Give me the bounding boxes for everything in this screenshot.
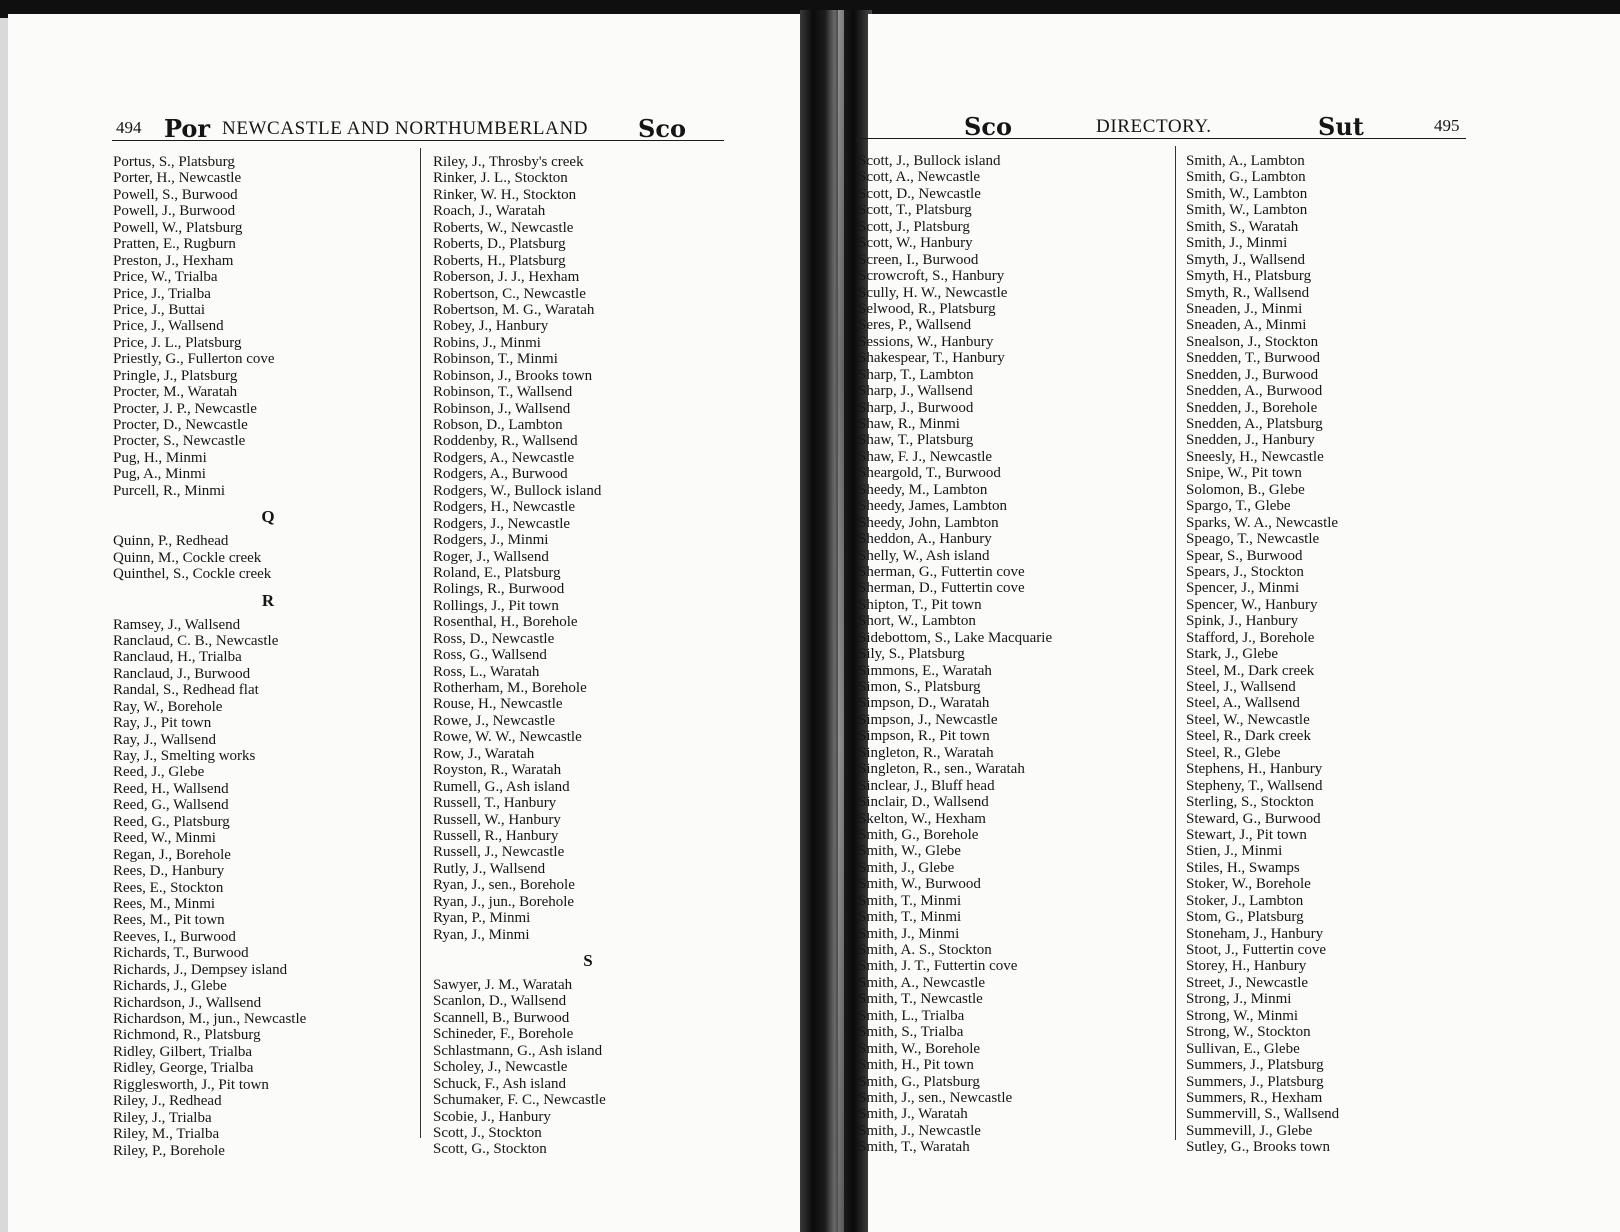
directory-entry: Scott, W., Hanbury xyxy=(858,235,973,252)
directory-entry: Snedden, T., Burwood xyxy=(1186,350,1321,367)
directory-entry: Roberts, H., Platsburg xyxy=(433,252,566,269)
directory-entry: Rutly, J., Wallsend xyxy=(433,860,546,877)
directory-entry: Stoot, J., Futtertin cove xyxy=(1186,942,1326,958)
catchword-left: Sco xyxy=(964,112,1012,141)
directory-entry: Summervill, S., Wallsend xyxy=(1186,1106,1340,1123)
directory-entry: Smith, G., Platsburg xyxy=(858,1073,980,1090)
directory-entry: Sharp, T., Lambton xyxy=(858,366,974,383)
directory-entry: Shaw, T., Platsburg xyxy=(858,432,974,449)
directory-entry: Rees, M., Minmi xyxy=(113,895,216,912)
directory-entry: Smith, W., Borehole xyxy=(858,1040,981,1057)
directory-entry: Ryan, P., Minmi xyxy=(433,910,531,927)
directory-entry: Strong, J., Minmi xyxy=(1186,991,1292,1008)
directory-entry: Robson, D., Lambton xyxy=(433,417,563,433)
directory-entry: Robinson, T., Minmi xyxy=(433,351,558,368)
directory-entry: Scobie, J., Hanbury xyxy=(433,1108,551,1125)
directory-entry: Richardson, J., Wallsend xyxy=(113,994,262,1011)
directory-entry: Riley, J., Redhead xyxy=(113,1093,222,1110)
directory-entry: Preston, J., Hexham xyxy=(113,252,234,269)
directory-entry: Ranclaud, J., Burwood xyxy=(113,665,251,682)
directory-entry: Steward, G., Burwood xyxy=(1186,810,1321,827)
directory-entry: Smith, J., Waratah xyxy=(858,1106,968,1123)
directory-entry: Stepheny, T., Wallsend xyxy=(1186,777,1323,794)
directory-entry: Scott, J., Stockton xyxy=(433,1124,542,1141)
directory-entry: Roach, J., Waratah xyxy=(433,203,546,220)
directory-entry: Rigglesworth, J., Pit town xyxy=(113,1076,269,1093)
directory-entry: Pug, A., Minmi xyxy=(113,466,206,483)
header-rule xyxy=(112,140,724,141)
directory-entry: Smith, T., Waratah xyxy=(858,1139,970,1156)
directory-column-1 xyxy=(113,154,423,1159)
directory-entry: Pug, H., Minmi xyxy=(113,449,207,466)
directory-entry: Quinn, M., Cockle creek xyxy=(113,549,262,566)
directory-entry: Steel, A., Wallsend xyxy=(1186,695,1300,712)
directory-entry: Scannell, B., Burwood xyxy=(433,1009,570,1026)
directory-entry: Sullivan, E., Glebe xyxy=(1186,1040,1300,1057)
directory-entry: Solomon, B., Glebe xyxy=(1186,481,1305,498)
directory-entry: Powell, J., Burwood xyxy=(113,203,236,220)
directory-entry: Steel, R., Dark creek xyxy=(1186,728,1311,745)
directory-entry: Priestly, G., Fullerton cove xyxy=(113,351,275,368)
directory-entry: Scott, J., Bullock island xyxy=(858,153,1001,169)
directory-entry: Rollings, J., Pit town xyxy=(433,597,559,614)
directory-entry: Price, J., Buttai xyxy=(113,301,206,318)
directory-entry: Scott, D., Newcastle xyxy=(858,185,981,202)
directory-entry: Smyth, J., Wallsend xyxy=(1186,251,1305,268)
catchword-left: Por xyxy=(164,114,211,143)
directory-entry: Porter, H., Newcastle xyxy=(113,170,242,187)
directory-entry: Robinson, J., Wallsend xyxy=(433,400,571,417)
directory-entry: Price, J. L., Platsburg xyxy=(113,334,242,351)
directory-entry: Ray, J., Smelting works xyxy=(113,748,256,764)
directory-entry: Reed, G., Wallsend xyxy=(113,797,229,814)
directory-entry: Steel, R., Glebe xyxy=(1186,744,1281,761)
directory-entry: Stom, G., Platsburg xyxy=(1186,909,1304,926)
directory-entry: Procter, S., Newcastle xyxy=(113,433,246,450)
directory-entry: Sawyer, J. M., Waratah xyxy=(433,977,573,993)
directory-entry: Smith, T., Minmi xyxy=(858,892,962,909)
directory-entry: Robertson, M. G., Waratah xyxy=(433,301,595,318)
directory-entry: Roddenby, R., Wallsend xyxy=(433,433,578,450)
directory-entry: Simpson, R., Pit town xyxy=(858,728,990,745)
directory-entry: Smith, S., Waratah xyxy=(1186,218,1299,235)
section-letter-r: R xyxy=(261,590,275,610)
directory-entry: Scott, T., Platsburg xyxy=(858,202,972,219)
directory-entry: Stark, J., Glebe xyxy=(1186,646,1279,663)
directory-entry: Sutley, G., Brooks town xyxy=(1186,1139,1331,1156)
directory-entry: Steel, M., Dark creek xyxy=(1186,662,1315,679)
directory-entry: Snedden, J., Borehole xyxy=(1186,399,1318,416)
directory-column-2 xyxy=(1186,153,1496,1156)
directory-entry: Sidebottom, S., Lake Macquarie xyxy=(858,629,1053,646)
directory-entry: Roberts, D., Platsburg xyxy=(433,236,566,253)
directory-entry: Scrowcroft, S., Hanbury xyxy=(858,268,1005,285)
directory-entry: Summers, J., Platsburg xyxy=(1186,1073,1324,1090)
directory-entry: Smyth, H., Platsburg xyxy=(1186,268,1312,285)
directory-entry: Rodgers, A., Burwood xyxy=(433,466,568,483)
directory-entry: Smith, A., Newcastle xyxy=(858,974,986,991)
directory-entry: Simmons, E., Waratah xyxy=(858,662,992,679)
directory-entry: Robins, J., Minmi xyxy=(433,334,541,351)
directory-entry: Russell, T., Hanbury xyxy=(433,795,557,812)
directory-entry: Roger, J., Wallsend xyxy=(433,548,549,565)
directory-entry: Sinclair, D., Wallsend xyxy=(858,794,989,811)
directory-entry: Quinthel, S., Cockle creek xyxy=(113,566,272,583)
directory-entry: Rodgers, A., Newcastle xyxy=(433,449,575,466)
directory-entry: Smith, W., Lambton xyxy=(1186,185,1308,202)
directory-entry: Ranclaud, C. B., Newcastle xyxy=(113,632,279,649)
directory-entry: Rouse, H., Newcastle xyxy=(433,696,563,713)
directory-entry: Shipton, T., Pit town xyxy=(858,596,982,613)
directory-entry: Rinker, J. L., Stockton xyxy=(433,170,568,187)
directory-entry: Procter, D., Newcastle xyxy=(113,417,248,433)
directory-entry: Riley, M., Trialba xyxy=(113,1126,220,1143)
directory-entry: Ridley, George, Trialba xyxy=(113,1060,254,1077)
directory-entry: Smith, W., Burwood xyxy=(858,876,981,893)
directory-entry: Procter, M., Waratah xyxy=(113,384,238,401)
directory-entry: Snedden, A., Burwood xyxy=(1186,383,1323,400)
directory-entry: Ross, G., Wallsend xyxy=(433,647,547,664)
directory-entry: Stoker, J., Lambton xyxy=(1186,892,1304,909)
directory-entry: Short, W., Lambton xyxy=(858,613,976,630)
directory-entry: Snipe, W., Pit town xyxy=(1186,465,1302,482)
directory-entry: Rees, M., Pit town xyxy=(113,912,225,929)
directory-entry: Sharp, J., Wallsend xyxy=(858,383,973,400)
directory-entry: Robey, J., Hanbury xyxy=(433,318,549,335)
directory-entry: Scholey, J., Newcastle xyxy=(433,1059,568,1076)
directory-entry: Rodgers, W., Bullock island xyxy=(433,482,602,499)
directory-entry: Simpson, D., Waratah xyxy=(858,695,990,712)
directory-entry: Pratten, E., Rugburn xyxy=(113,236,236,253)
directory-entry: Selwood, R., Platsburg xyxy=(858,300,996,317)
directory-entry: Stephens, H., Hanbury xyxy=(1186,761,1323,778)
directory-entry: Richards, J., Dempsey island xyxy=(113,961,288,978)
directory-entry: Ridley, Gilbert, Trialba xyxy=(113,1043,253,1060)
directory-entry: Ray, J., Wallsend xyxy=(113,731,216,748)
running-title: NEWCASTLE AND NORTHUMBERLAND xyxy=(222,118,589,139)
directory-entry: Reed, J., Glebe xyxy=(113,764,205,781)
directory-entry: Stoneham, J., Hanbury xyxy=(1186,925,1324,942)
header-rule xyxy=(856,138,1466,139)
directory-entry: Smith, J., Newcastle xyxy=(858,1122,981,1139)
directory-entry: Roland, E., Platsburg xyxy=(433,564,561,581)
directory-entry: Scully, H. W., Newcastle xyxy=(858,284,1008,301)
directory-entry: Ramsey, J., Wallsend xyxy=(113,616,241,633)
directory-entry: Reed, W., Minmi xyxy=(113,830,216,847)
directory-entry: Strong, W., Stockton xyxy=(1186,1024,1311,1041)
directory-entry: Russell, W., Hanbury xyxy=(433,811,561,828)
directory-entry: Singleton, R., sen., Waratah xyxy=(858,761,1025,778)
directory-entry: Smith, J., Minmi xyxy=(858,925,960,942)
directory-entry: Snedden, J., Hanbury xyxy=(1186,432,1315,449)
directory-entry: Rosenthal, H., Borehole xyxy=(433,614,578,631)
directory-entry: Spears, J., Stockton xyxy=(1186,563,1304,580)
directory-entry: Russell, R., Hanbury xyxy=(433,827,559,844)
directory-entry: Roberts, W., Newcastle xyxy=(433,219,574,236)
directory-entry: Rees, E., Stockton xyxy=(113,879,224,896)
directory-entry: Smith, S., Trialba xyxy=(858,1024,964,1041)
directory-entry: Summers, R., Hexham xyxy=(1186,1089,1323,1106)
page-number: 494 xyxy=(116,118,142,137)
directory-entry: Sheargold, T., Burwood xyxy=(858,465,1001,482)
directory-entry: Spink, J., Hanbury xyxy=(1186,613,1299,630)
directory-entry: Smith, A. S., Stockton xyxy=(858,942,992,958)
directory-entry: Russell, J., Newcastle xyxy=(433,844,565,861)
directory-entry: Snealson, J., Stockton xyxy=(1186,333,1319,350)
directory-entry: Sheddon, A., Hanbury xyxy=(858,531,992,548)
directory-entry: Richards, J., Glebe xyxy=(113,978,227,995)
directory-entry: Sharp, J., Burwood xyxy=(858,399,974,416)
directory-entry: Purcell, R., Minmi xyxy=(113,482,226,499)
directory-entry: Randal, S., Redhead flat xyxy=(113,682,259,699)
directory-entry: Rodgers, H., Newcastle xyxy=(433,499,576,516)
directory-entry: Stafford, J., Borehole xyxy=(1186,629,1315,646)
directory-entry: Robinson, J., Brooks town xyxy=(433,367,593,384)
directory-entry: Singleton, R., Waratah xyxy=(858,744,994,761)
directory-entry: Storey, H., Hanbury xyxy=(1186,958,1307,975)
directory-entry: Smyth, R., Wallsend xyxy=(1186,284,1310,301)
directory-entry: Smith, G., Lambton xyxy=(1186,169,1306,186)
directory-entry: Speago, T., Newcastle xyxy=(1186,531,1320,548)
directory-entry: Smith, T., Minmi xyxy=(858,909,962,926)
directory-entry: Spear, S., Burwood xyxy=(1186,547,1303,564)
directory-entry: Riley, J., Trialba xyxy=(113,1109,212,1126)
directory-entry: Scanlon, D., Wallsend xyxy=(433,993,567,1010)
directory-entry: Schuck, F., Ash island xyxy=(433,1075,566,1092)
directory-entry: Pringle, J., Platsburg xyxy=(113,367,238,384)
directory-entry: Sneaden, A., Minmi xyxy=(1186,317,1307,334)
directory-entry: Stewart, J., Pit town xyxy=(1186,826,1307,843)
directory-entry: Smith, T., Newcastle xyxy=(858,991,983,1008)
catchword-right: Sut xyxy=(1318,112,1364,141)
directory-entry: Smith, J., Minmi xyxy=(1186,235,1288,252)
directory-entry: Snedden, A., Platsburg xyxy=(1186,416,1323,432)
right-page xyxy=(858,14,1620,1232)
directory-entry: Roberson, J. J., Hexham xyxy=(433,269,580,286)
directory-entry: Spencer, J., Minmi xyxy=(1186,580,1300,597)
directory-entry: Sneaden, J., Minmi xyxy=(1186,300,1303,317)
directory-entry: Rolings, R., Burwood xyxy=(433,581,565,598)
directory-entry: Shelly, W., Ash island xyxy=(858,547,990,564)
directory-entry: Procter, J. P., Newcastle xyxy=(113,400,257,417)
section-letter-s: S xyxy=(583,951,593,970)
directory-entry: Smith, W., Lambton xyxy=(1186,202,1308,219)
directory-entry: Rinker, W. H., Stockton xyxy=(433,186,577,203)
column-divider xyxy=(420,148,421,1138)
directory-entry: Sinclear, J., Bluff head xyxy=(858,777,995,794)
directory-entry: Simpson, J., Newcastle xyxy=(858,711,998,728)
left-page xyxy=(8,14,808,1232)
directory-entry: Quinn, P., Redhead xyxy=(113,533,229,550)
directory-entry: Ross, L., Waratah xyxy=(433,663,540,680)
directory-entry: Sparks, W. A., Newcastle xyxy=(1186,514,1339,531)
directory-entry: Sneesly, H., Newcastle xyxy=(1186,448,1324,465)
directory-entry: Smith, L., Trialba xyxy=(858,1007,965,1024)
directory-entry: Price, J., Wallsend xyxy=(113,318,224,335)
directory-entry: Street, J., Newcastle xyxy=(1186,974,1309,991)
directory-entry: Shaw, R., Minmi xyxy=(858,416,960,432)
page-number: 495 xyxy=(1434,116,1460,135)
directory-entry: Riley, P., Borehole xyxy=(113,1142,225,1159)
directory-entry: Sherman, D., Futtertin cove xyxy=(858,580,1025,597)
directory-entry: Robinson, T., Wallsend xyxy=(433,384,573,401)
directory-entry: Sheedy, M., Lambton xyxy=(858,481,988,498)
directory-entry: Price, W., Trialba xyxy=(113,269,218,286)
directory-entry: Richmond, R., Platsburg xyxy=(113,1027,261,1044)
directory-entry: Seres, P., Wallsend xyxy=(858,317,972,334)
directory-entry: Steel, J., Wallsend xyxy=(1186,679,1296,695)
directory-entry: Portus, S., Platsburg xyxy=(113,154,235,170)
directory-entry: Royston, R., Waratah xyxy=(433,762,562,779)
directory-entry: Price, J., Trialba xyxy=(113,285,211,302)
directory-entry: Ranclaud, H., Trialba xyxy=(113,649,242,666)
directory-entry: Scott, J., Platsburg xyxy=(858,218,970,235)
directory-entry: Ryan, J., sen., Borehole xyxy=(433,877,575,894)
directory-entry: Sheedy, John, Lambton xyxy=(858,514,999,531)
directory-entry: Smith, J. T., Futtertin cove xyxy=(858,958,1018,975)
directory-entry: Smith, A., Lambton xyxy=(1186,153,1305,169)
directory-entry: Smith, H., Pit town xyxy=(858,1057,974,1074)
directory-entry: Robertson, C., Newcastle xyxy=(433,285,586,302)
directory-entry: Summers, J., Platsburg xyxy=(1186,1057,1324,1074)
running-title: DIRECTORY. xyxy=(1096,116,1212,137)
directory-entry: Steel, W., Newcastle xyxy=(1186,711,1310,728)
directory-entry: Rodgers, J., Minmi xyxy=(433,532,549,549)
directory-entry: Skelton, W., Hexham xyxy=(858,810,986,827)
directory-entry: Spencer, W., Hanbury xyxy=(1186,596,1318,613)
directory-entry: Schineder, F., Borehole xyxy=(433,1026,574,1043)
column-divider xyxy=(1175,146,1176,1140)
directory-entry: Sterling, S., Stockton xyxy=(1186,794,1314,811)
directory-entry: Shaw, F. J., Newcastle xyxy=(858,448,993,465)
gutter-highlight xyxy=(838,10,844,1232)
directory-entry: Powell, S., Burwood xyxy=(113,186,238,203)
directory-entry: Schumaker, F. C., Newcastle xyxy=(433,1092,606,1109)
directory-entry: Reed, G., Platsburg xyxy=(113,813,230,830)
directory-entry: Snedden, J., Burwood xyxy=(1186,366,1319,383)
directory-column-2 xyxy=(433,154,743,1158)
directory-entry: Ryan, J., Minmi xyxy=(433,926,530,943)
directory-entry: Smith, J., sen., Newcastle xyxy=(858,1089,1013,1106)
directory-entry: Smith, J., Glebe xyxy=(858,859,955,876)
directory-entry: Reeves, I., Burwood xyxy=(113,928,236,945)
directory-column-1 xyxy=(858,153,1168,1156)
section-letter-q: Q xyxy=(261,507,275,527)
directory-entry: Scott, G., Stockton xyxy=(433,1141,547,1158)
directory-entry: Sherman, G., Futtertin cove xyxy=(858,563,1025,580)
directory-entry: Schlastmann, G., Ash island xyxy=(433,1042,603,1059)
directory-entry: Spargo, T., Glebe xyxy=(1186,498,1291,515)
directory-entry: Simon, S., Platsburg xyxy=(858,679,981,695)
directory-entry: Ryan, J., jun., Borehole xyxy=(433,893,575,910)
directory-entry: Riley, J., Throsby's creek xyxy=(433,154,584,170)
directory-entry: Sheedy, James, Lambton xyxy=(858,498,1007,515)
directory-entry: Rotherham, M., Borehole xyxy=(433,680,587,696)
directory-entry: Screen, I., Burwood xyxy=(858,251,979,268)
directory-entry: Ross, D., Newcastle xyxy=(433,630,555,647)
directory-entry: Summevill, J., Glebe xyxy=(1186,1122,1313,1139)
catchword-right: Sco xyxy=(638,114,686,143)
directory-entry: Rees, D., Hanbury xyxy=(113,863,225,880)
directory-entry: Row, J., Waratah xyxy=(433,745,535,762)
directory-entry: Scott, A., Newcastle xyxy=(858,169,981,186)
directory-entry: Ray, J., Pit town xyxy=(113,715,212,732)
directory-entry: Rowe, W. W., Newcastle xyxy=(433,729,582,746)
directory-entry: Stoker, W., Borehole xyxy=(1186,876,1311,893)
directory-entry: Richards, T., Burwood xyxy=(113,945,249,962)
directory-entry: Rowe, J., Newcastle xyxy=(433,712,556,729)
directory-entry: Powell, W., Platsburg xyxy=(113,219,243,236)
directory-entry: Smith, G., Borehole xyxy=(858,826,979,843)
directory-entry: Ray, W., Borehole xyxy=(113,698,223,715)
directory-entry: Regan, J., Borehole xyxy=(113,846,231,863)
directory-entry: Stiles, H., Swamps xyxy=(1186,859,1300,876)
directory-entry: Richardson, M., jun., Newcastle xyxy=(113,1011,307,1027)
directory-entry: Smith, W., Glebe xyxy=(858,843,961,860)
directory-entry: Stien, J., Minmi xyxy=(1186,843,1283,860)
directory-entry: Reed, H., Wallsend xyxy=(113,780,229,797)
directory-entry: Shakespear, T., Hanbury xyxy=(858,350,1005,367)
directory-entry: Sily, S., Platsburg xyxy=(858,646,965,663)
directory-entry: Rodgers, J., Newcastle xyxy=(433,515,571,532)
directory-entry: Strong, W., Minmi xyxy=(1186,1007,1299,1024)
directory-entry: Sessions, W., Hanbury xyxy=(858,333,994,350)
directory-entry: Rumell, G., Ash island xyxy=(433,778,570,795)
